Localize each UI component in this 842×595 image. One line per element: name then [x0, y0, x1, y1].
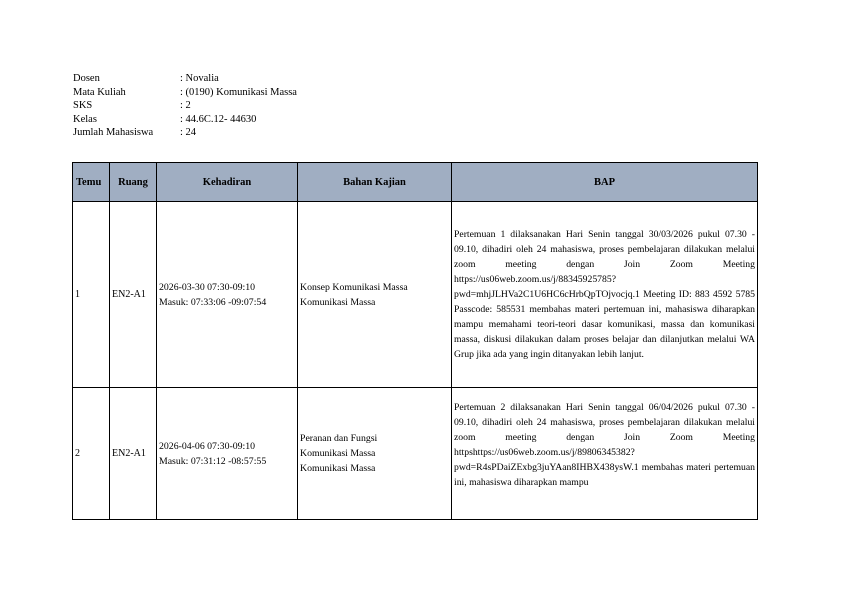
cell-bap	[452, 202, 758, 388]
info-row-mata-kuliah	[73, 86, 297, 100]
cell-kehadiran	[157, 388, 298, 520]
course-info	[73, 72, 297, 140]
info-value: : 2	[180, 100, 191, 112]
info-value: : Novalia	[180, 73, 219, 84]
info-label: Mata Kuliah	[73, 86, 126, 98]
info-row-sks	[73, 99, 297, 113]
cell-temu: 1	[73, 202, 110, 388]
header-kehadiran: Kehadiran	[157, 163, 298, 202]
topic-line: Komunikasi Massa	[300, 448, 376, 459]
info-value: : 24	[180, 127, 197, 139]
header-bahan-kajian: Bahan Kajian	[298, 163, 452, 202]
table-row	[73, 202, 758, 388]
cell-temu: 2	[73, 388, 110, 520]
info-value: : 44.6C.12- 44630	[180, 113, 257, 125]
check-in-time: Masuk: 07:33:06 -09:07:54	[159, 296, 267, 308]
schedule-time: 2026-03-30 07:30-09:10	[159, 281, 256, 293]
topic-line: Konsep Komunikasi Massa	[300, 281, 408, 293]
topic-line: Komunikasi Massa	[300, 296, 376, 308]
check-in-time: Masuk: 07:31:12 -08:57:55	[159, 455, 267, 467]
cell-kehadiran	[157, 202, 298, 388]
cell-ruang: EN2-A1	[110, 202, 157, 388]
bap-text: Pertemuan 2 dilaksanakan Hari Senin tanggal 06/04/2026 pukul 07.30 - 09.10, dihadiri oleh 24 mahasiswa, proses pembelajaran dilakukan melalui zoom meeting dengan Join Zoom Meeting httpshttps://us06web.zoom.us/j/89806345382?pwd=R4sPDaiZExbg3juYAan8IHBX438ysW.1 membahas materi pertemuan ini, mahasiswa diharapkan mampu	[454, 402, 755, 488]
info-value: : (0190) Komunikasi Massa	[180, 86, 297, 98]
header-ruang: Ruang	[110, 163, 157, 202]
info-row-jumlah-mahasiswa	[73, 126, 297, 140]
cell-bahan-kajian	[298, 388, 452, 520]
info-label: Jumlah Mahasiswa	[73, 127, 154, 139]
cell-bahan-kajian	[298, 202, 452, 388]
info-label: Kelas	[73, 113, 97, 125]
topic-line: Peranan dan Fungsi	[300, 433, 378, 444]
attendance-table	[72, 162, 758, 520]
info-label: SKS	[73, 100, 93, 112]
table-row	[73, 388, 758, 520]
schedule-time: 2026-04-06 07:30-09:10	[159, 440, 256, 452]
info-row-kelas	[73, 113, 297, 127]
header-bap: BAP	[452, 163, 758, 202]
header-temu: Temu	[73, 163, 110, 202]
info-label: Dosen	[73, 73, 100, 84]
cell-ruang: EN2-A1	[110, 388, 157, 520]
cell-bap	[452, 388, 758, 520]
table-header-row	[73, 163, 758, 202]
info-row-dosen	[73, 72, 297, 86]
topic-line: Komunikasi Massa	[300, 463, 376, 474]
bap-text: Pertemuan 1 dilaksanakan Hari Senin tanggal 30/03/2026 pukul 07.30 - 09.10, dihadiri oleh 24 mahasiswa, proses pembelajaran dilakukan melalui zoom meeting dengan Join Zoom Meeting https://us06web.zoom.us/j/88345925785?pwd=mhjJLHVa2C1U6HC6cHrbQpTOjvocjq.1 Meeting ID: 883 4592 5785 Passcode: 585531 membahas materi pertemuan ini, mahasiswa diharapkan mampu memahami teori-teori dasar komunikasi, massa dan komunikasi massa, diskusi dilakukan dalam proses belajar dan dilanjutkan melalui WA Grup jika ada yang ingin ditanyakan lebih lanjut.	[454, 229, 755, 360]
